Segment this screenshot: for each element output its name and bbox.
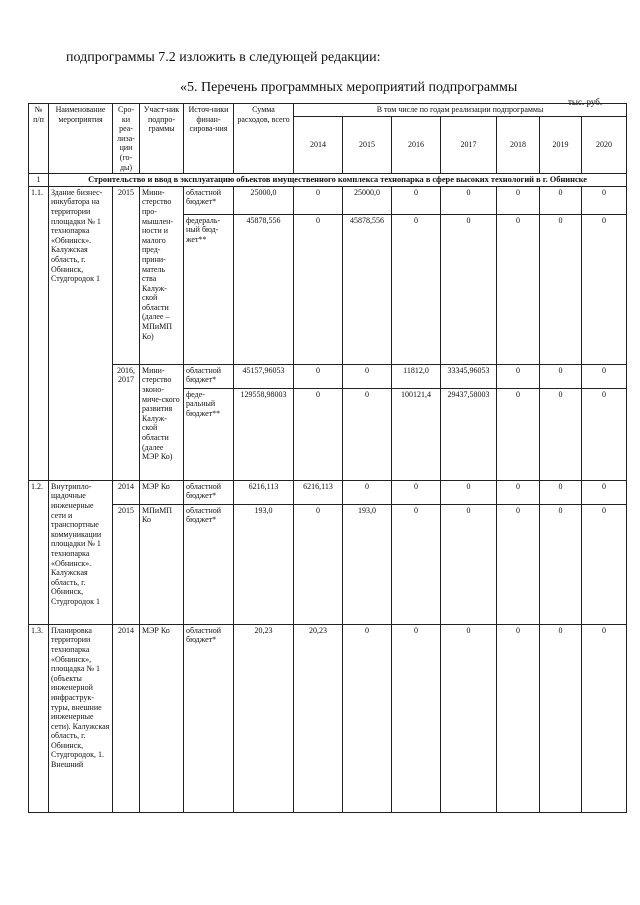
year-value-cell: 6216,113 (294, 480, 343, 504)
item-name: Здание бизнес-инкубатора на территории площадки № 1 технопарка «Обнинск». Калужская область, г. Обнинск, Студгородок 1 (49, 186, 113, 480)
year-value-cell: 0 (294, 364, 343, 388)
total-cell: 6216,113 (234, 480, 294, 504)
source-cell: областной бюджет* (184, 624, 234, 812)
year-value-cell: 0 (497, 214, 540, 364)
source-cell: областной бюджет* (184, 504, 234, 624)
year-value-cell: 0 (441, 186, 497, 214)
year-value-cell: 45878,556 (343, 214, 392, 364)
term-cell: 2014 (113, 480, 140, 504)
year-value-cell: 0 (497, 480, 540, 504)
term-cell: 2015 (113, 504, 140, 624)
total-cell: 129558,98003 (234, 388, 294, 480)
section-title: Строительство и ввод в эксплуатацию объектов имущественного комплекса технопарка в сфере высоких технологий в г. Обнинске (49, 174, 627, 187)
source-cell: областной бюджет* (184, 364, 234, 388)
item-num: 1.2. (29, 480, 49, 624)
year-value-cell: 0 (540, 480, 582, 504)
header-year: 2020 (582, 117, 627, 174)
year-value-cell: 0 (392, 186, 441, 214)
total-cell: 45157,96053 (234, 364, 294, 388)
table-row (29, 480, 627, 504)
year-value-cell: 0 (582, 624, 627, 812)
year-value-cell: 0 (392, 504, 441, 624)
year-value-cell: 0 (497, 624, 540, 812)
header-year: 2016 (392, 117, 441, 174)
header-year: 2019 (540, 117, 582, 174)
program-events-table (28, 103, 627, 813)
total-cell: 193,0 (234, 504, 294, 624)
table-row (29, 624, 627, 812)
participant-cell: МЭР Ко (140, 480, 184, 504)
year-value-cell: 0 (540, 364, 582, 388)
total-cell: 45878,556 (234, 214, 294, 364)
year-value-cell: 0 (497, 186, 540, 214)
term-cell: 2015 (113, 186, 140, 364)
year-value-cell: 0 (540, 504, 582, 624)
year-value-cell: 0 (343, 364, 392, 388)
table-row (29, 504, 627, 624)
section-row (29, 174, 627, 187)
source-cell: феде-ральный бюджет** (184, 388, 234, 480)
header-participants: Участ-ник подпро-граммы (140, 104, 184, 174)
year-value-cell: 0 (497, 388, 540, 480)
source-cell: областной бюджет* (184, 480, 234, 504)
term-cell: 2014 (113, 624, 140, 812)
year-value-cell: 0 (392, 214, 441, 364)
year-value-cell: 29437,58003 (441, 388, 497, 480)
table-row (29, 364, 627, 388)
table-row (29, 186, 627, 214)
participant-cell: МПиМП Ко (140, 504, 184, 624)
year-value-cell: 0 (343, 624, 392, 812)
header-num: № п/п (29, 104, 49, 174)
year-value-cell: 33345,96053 (441, 364, 497, 388)
year-value-cell: 0 (497, 364, 540, 388)
source-cell: федераль-ный бюд-жет** (184, 214, 234, 364)
item-num: 1.3. (29, 624, 49, 812)
year-value-cell: 0 (294, 186, 343, 214)
unit-label: тыс. руб. (568, 97, 603, 107)
year-value-cell: 193,0 (343, 504, 392, 624)
header-terms: Сро-ки реа-лиза-ции (го-ды) (113, 104, 140, 174)
year-value-cell: 0 (582, 214, 627, 364)
section-heading: «5. Перечень программных мероприятий подпрограммы (180, 80, 518, 95)
header-year: 2017 (441, 117, 497, 174)
year-value-cell: 0 (441, 624, 497, 812)
year-value-cell: 0 (540, 624, 582, 812)
year-value-cell: 0 (441, 504, 497, 624)
year-value-cell: 0 (441, 480, 497, 504)
total-cell: 20,23 (234, 624, 294, 812)
header-by-years: В том числе по годам реализации подпрограммы (294, 104, 627, 117)
total-cell: 25000,0 (234, 186, 294, 214)
year-value-cell: 20,23 (294, 624, 343, 812)
year-value-cell: 0 (582, 480, 627, 504)
header-year: 2015 (343, 117, 392, 174)
year-value-cell: 0 (343, 480, 392, 504)
year-value-cell: 0 (582, 186, 627, 214)
participant-cell: Мини-стерство про-мышлен-ности и малого пред-прини-матель ства Калуж-ской области (далее – МПиМП Ко) (140, 186, 184, 364)
year-value-cell: 0 (540, 186, 582, 214)
header-name: Наименование мероприятия (49, 104, 113, 174)
term-cell: 2016, 2017 (113, 364, 140, 480)
year-value-cell: 0 (582, 364, 627, 388)
intro-text: подпрограммы 7.2 изложить в следующей редакции: (66, 50, 381, 65)
header-source: Источ-ники финан-сирова-ния (184, 104, 234, 174)
participant-cell: МЭР Ко (140, 624, 184, 812)
year-value-cell: 25000,0 (343, 186, 392, 214)
year-value-cell: 0 (392, 480, 441, 504)
year-value-cell: 100121,4 (392, 388, 441, 480)
header-year: 2018 (497, 117, 540, 174)
year-value-cell: 0 (441, 214, 497, 364)
section-num: 1 (29, 174, 49, 187)
year-value-cell: 0 (392, 624, 441, 812)
participant-cell: Мини-стерство эконо-миче-ского развития Калуж-ской области (далее МЭР Ко) (140, 364, 184, 480)
header-year: 2014 (294, 117, 343, 174)
year-value-cell: 0 (294, 214, 343, 364)
header-total: Сумма расходов, всего (234, 104, 294, 174)
source-cell: областной бюджет* (184, 186, 234, 214)
year-value-cell: 0 (540, 214, 582, 364)
year-value-cell: 0 (540, 388, 582, 480)
year-value-cell: 0 (343, 388, 392, 480)
item-name: Внутрипло-щадочные инженерные сети и транспортные коммуникации площадки № 1 технопарка «Обнинск». Калужская область, г. Обнинск, Студгородок 1 (49, 480, 113, 624)
year-value-cell: 0 (294, 504, 343, 624)
item-name: Планировка территории технопарка «Обнинск», площадка № 1 (объекты инженерной инфраструк-туры, внешние инженерные сети). Калужская область, г. Обнинск, Студгородок, 1. Внешний (49, 624, 113, 812)
year-value-cell: 0 (294, 388, 343, 480)
year-value-cell: 0 (582, 504, 627, 624)
item-num: 1.1. (29, 186, 49, 480)
year-value-cell: 0 (582, 388, 627, 480)
year-value-cell: 11812,0 (392, 364, 441, 388)
year-value-cell: 0 (497, 504, 540, 624)
